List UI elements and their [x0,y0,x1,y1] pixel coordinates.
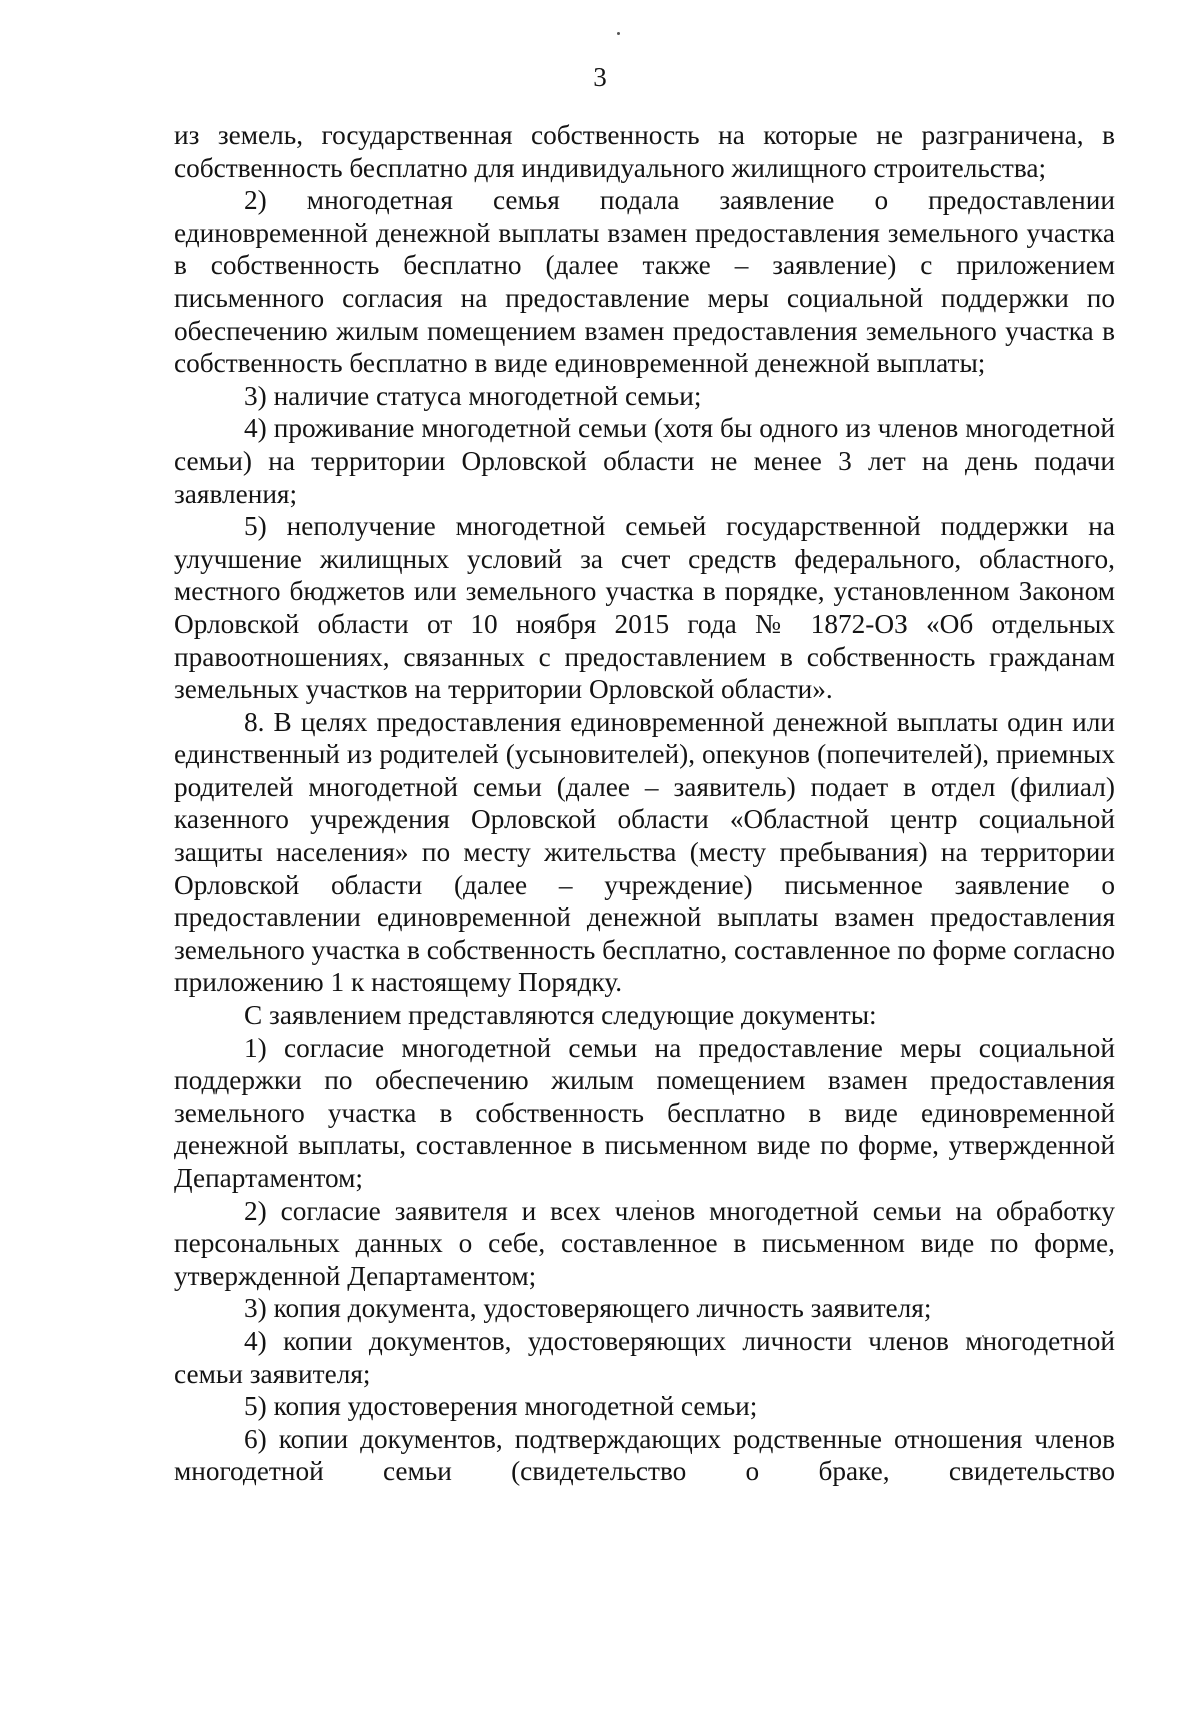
page-number: 3 [593,62,607,92]
document-item-1: 1) согласие многодетной семьи на предоставление меры социальной поддержки по обеспечению жилым помещением взамен предоставления земельного участка в собственность бесплатно в виде единовременной денежной выплаты, составленное в письменном виде по форме, утвержденной Департаментом; [174,1032,1115,1193]
list-item-4: 4) проживание многодетной семьи (хотя бы одного из членов многодетной семьи) на территории Орловской области не менее 3 лет на день подачи заявления; [174,413,1115,509]
paragraph-continuation: из земель, государственная собственность на которые не разграничена, в собственность бесплатно для индивидуального жилищного строительства; [174,120,1115,183]
documents-intro: С заявлением представляются следующие документы: [244,1000,877,1031]
document-item-3: 3) копия документа, удостоверяющего личность заявителя; [244,1293,932,1324]
list-item-5: 5) неполучение многодетной семьей государственной поддержки на улучшение жилищных условий за счет средств федерального, областного, местного бюджетов или земельного участка в порядке, установленном Законом Орловской области от 10 ноября 2015 года № 1872-ОЗ «Об отдельных правоотношениях, связанных с предоставлением в собственность гражданам земельных участков на территории Орловской области». [174,511,1115,705]
section-8-paragraph: 8. В целях предоставления единовременной денежной выплаты один или единственный из родителей (усыновителей), опекунов (попечителей), приемных родителей многодетной семьи (далее – заявитель) подает в отдел (филиал) казенного учреждения Орловской области «Областной центр социальной защиты населения» по месту жительства (месту пребывания) на территории Орловской области (далее – учреждение) письменное заявление о предоставлении единовременной денежной выплаты взамен предоставления земельного участка в собственность бесплатно, составленное по форме согласно приложению 1 к настоящему Порядку. [174,706,1115,998]
document-item-2: 2) согласие заявителя и всех членов многодетной семьи на обработку персональных данных о себе, составленное в письменном виде по форме, утвержденной Департаментом; [174,1195,1115,1291]
document-body [174,119,1115,1488]
scan-speck [617,32,620,35]
document-item-4: 4) копии документов, удостоверяющих личности членов многодетной семьи заявителя; [174,1325,1115,1389]
list-item-2: 2) многодетная семья подала заявление о предоставлении единовременной денежной выплаты взамен предоставления земельного участка в собственность бесплатно (далее также – заявление) с приложением письменного согласия на предоставление меры социальной поддержки по обеспечению жилым помещением взамен предоставления земельного участка в собственность бесплатно в виде единовременной денежной выплаты; [174,185,1115,379]
document-item-6: 6) копии документов, подтверждающих родственные отношения членов многодетной семьи (свидетельство о браке, свидетельство [174,1423,1115,1487]
document-item-5: 5) копия удостоверения многодетной семьи; [244,1391,758,1422]
list-item-3: 3) наличие статуса многодетной семьи; [244,380,702,411]
